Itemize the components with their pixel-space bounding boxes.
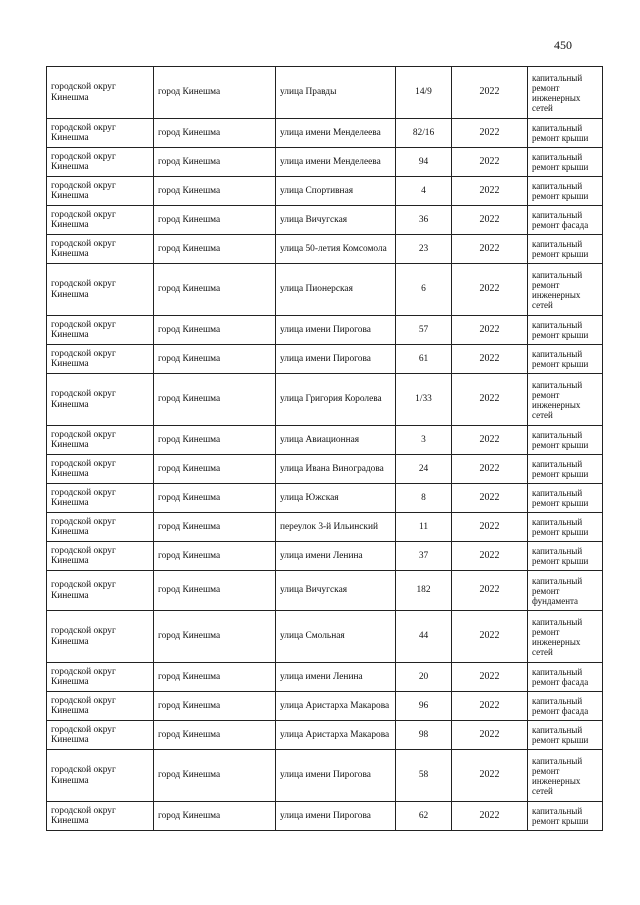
table-row [47, 484, 603, 513]
house-number-cell: 3 [396, 426, 452, 455]
street-cell: переулок 3-й Ильинский [276, 513, 396, 542]
table-row [47, 721, 603, 750]
okrug-cell: городской округ Кинешма [47, 177, 154, 206]
okrug-cell: городской округ Кинешма [47, 455, 154, 484]
street-cell: улица имени Менделеева [276, 148, 396, 177]
okrug-cell: городской округ Кинешма [47, 345, 154, 374]
registry-table [46, 66, 603, 831]
house-number-cell: 96 [396, 692, 452, 721]
work-type-cell: капитальный ремонт инженерных сетей [528, 374, 603, 426]
okrug-cell: городской округ Кинешма [47, 264, 154, 316]
house-number-cell: 62 [396, 802, 452, 831]
house-number-cell: 94 [396, 148, 452, 177]
house-number-cell: 44 [396, 611, 452, 663]
street-cell: улица имени Пирогова [276, 750, 396, 802]
work-type-cell: капитальный ремонт инженерных сетей [528, 611, 603, 663]
table-row [47, 264, 603, 316]
street-cell: улица Григория Королева [276, 374, 396, 426]
work-type-cell: капитальный ремонт инженерных сетей [528, 750, 603, 802]
street-cell: улица Вичугская [276, 571, 396, 611]
house-number-cell: 98 [396, 721, 452, 750]
year-cell: 2022 [452, 426, 528, 455]
street-cell: улица Авиационная [276, 426, 396, 455]
work-type-cell: капитальный ремонт крыши [528, 148, 603, 177]
table-row [47, 542, 603, 571]
okrug-cell: городской округ Кинешма [47, 484, 154, 513]
okrug-cell: городской округ Кинешма [47, 571, 154, 611]
city-cell: город Кинешма [154, 119, 276, 148]
city-cell: город Кинешма [154, 721, 276, 750]
year-cell: 2022 [452, 206, 528, 235]
house-number-cell: 82/16 [396, 119, 452, 148]
year-cell: 2022 [452, 571, 528, 611]
street-cell: улица имени Пирогова [276, 802, 396, 831]
city-cell: город Кинешма [154, 206, 276, 235]
city-cell: город Кинешма [154, 316, 276, 345]
city-cell: город Кинешма [154, 455, 276, 484]
page-number: 450 [554, 38, 572, 52]
okrug-cell: городской округ Кинешма [47, 206, 154, 235]
house-number-cell: 11 [396, 513, 452, 542]
work-type-cell: капитальный ремонт крыши [528, 455, 603, 484]
okrug-cell: городской округ Кинешма [47, 513, 154, 542]
city-cell: город Кинешма [154, 177, 276, 206]
city-cell: город Кинешма [154, 663, 276, 692]
okrug-cell: городской округ Кинешма [47, 148, 154, 177]
work-type-cell: капитальный ремонт инженерных сетей [528, 67, 603, 119]
table-row [47, 67, 603, 119]
table-row [47, 611, 603, 663]
table-row [47, 316, 603, 345]
work-type-cell: капитальный ремонт инженерных сетей [528, 264, 603, 316]
city-cell: город Кинешма [154, 542, 276, 571]
house-number-cell: 1/33 [396, 374, 452, 426]
city-cell: город Кинешма [154, 571, 276, 611]
work-type-cell: капитальный ремонт фасада [528, 206, 603, 235]
table-row [47, 206, 603, 235]
table-row [47, 571, 603, 611]
work-type-cell: капитальный ремонт крыши [528, 484, 603, 513]
table-row [47, 235, 603, 264]
city-cell: город Кинешма [154, 611, 276, 663]
house-number-cell: 58 [396, 750, 452, 802]
okrug-cell: городской округ Кинешма [47, 374, 154, 426]
okrug-cell: городской округ Кинешма [47, 67, 154, 119]
street-cell: улица Ивана Виноградова [276, 455, 396, 484]
okrug-cell: городской округ Кинешма [47, 611, 154, 663]
house-number-cell: 20 [396, 663, 452, 692]
table-row [47, 119, 603, 148]
work-type-cell: капитальный ремонт крыши [528, 235, 603, 264]
table-row [47, 663, 603, 692]
work-type-cell: капитальный ремонт фасада [528, 663, 603, 692]
year-cell: 2022 [452, 374, 528, 426]
street-cell: улица Смольная [276, 611, 396, 663]
okrug-cell: городской округ Кинешма [47, 426, 154, 455]
city-cell: город Кинешма [154, 484, 276, 513]
house-number-cell: 24 [396, 455, 452, 484]
year-cell: 2022 [452, 67, 528, 119]
year-cell: 2022 [452, 484, 528, 513]
city-cell: город Кинешма [154, 513, 276, 542]
year-cell: 2022 [452, 235, 528, 264]
okrug-cell: городской округ Кинешма [47, 235, 154, 264]
year-cell: 2022 [452, 119, 528, 148]
okrug-cell: городской округ Кинешма [47, 663, 154, 692]
year-cell: 2022 [452, 455, 528, 484]
table-row [47, 802, 603, 831]
table-row [47, 513, 603, 542]
registry-table-body [47, 67, 603, 831]
year-cell: 2022 [452, 316, 528, 345]
work-type-cell: капитальный ремонт фундамента [528, 571, 603, 611]
street-cell: улица имени Ленина [276, 663, 396, 692]
house-number-cell: 8 [396, 484, 452, 513]
okrug-cell: городской округ Кинешма [47, 721, 154, 750]
work-type-cell: капитальный ремонт крыши [528, 802, 603, 831]
table-row [47, 148, 603, 177]
street-cell: улица Аристарха Макарова [276, 721, 396, 750]
street-cell: улица имени Менделеева [276, 119, 396, 148]
house-number-cell: 6 [396, 264, 452, 316]
year-cell: 2022 [452, 721, 528, 750]
work-type-cell: капитальный ремонт крыши [528, 316, 603, 345]
year-cell: 2022 [452, 802, 528, 831]
table-row [47, 426, 603, 455]
work-type-cell: капитальный ремонт крыши [528, 119, 603, 148]
street-cell: улица Вичугская [276, 206, 396, 235]
city-cell: город Кинешма [154, 374, 276, 426]
table-row [47, 374, 603, 426]
year-cell: 2022 [452, 692, 528, 721]
year-cell: 2022 [452, 264, 528, 316]
city-cell: город Кинешма [154, 264, 276, 316]
year-cell: 2022 [452, 611, 528, 663]
city-cell: город Кинешма [154, 345, 276, 374]
work-type-cell: капитальный ремонт крыши [528, 721, 603, 750]
city-cell: город Кинешма [154, 148, 276, 177]
work-type-cell: капитальный ремонт крыши [528, 177, 603, 206]
work-type-cell: капитальный ремонт крыши [528, 345, 603, 374]
okrug-cell: городской округ Кинешма [47, 542, 154, 571]
table-row [47, 177, 603, 206]
table-row [47, 750, 603, 802]
street-cell: улица Правды [276, 67, 396, 119]
city-cell: город Кинешма [154, 802, 276, 831]
table-row [47, 345, 603, 374]
year-cell: 2022 [452, 177, 528, 206]
city-cell: город Кинешма [154, 67, 276, 119]
work-type-cell: капитальный ремонт крыши [528, 426, 603, 455]
house-number-cell: 36 [396, 206, 452, 235]
okrug-cell: городской округ Кинешма [47, 119, 154, 148]
year-cell: 2022 [452, 148, 528, 177]
work-type-cell: капитальный ремонт фасада [528, 692, 603, 721]
city-cell: город Кинешма [154, 692, 276, 721]
house-number-cell: 61 [396, 345, 452, 374]
okrug-cell: городской округ Кинешма [47, 692, 154, 721]
okrug-cell: городской округ Кинешма [47, 750, 154, 802]
street-cell: улица Спортивная [276, 177, 396, 206]
street-cell: улица Южская [276, 484, 396, 513]
year-cell: 2022 [452, 663, 528, 692]
year-cell: 2022 [452, 345, 528, 374]
work-type-cell: капитальный ремонт крыши [528, 542, 603, 571]
okrug-cell: городской округ Кинешма [47, 316, 154, 345]
house-number-cell: 182 [396, 571, 452, 611]
street-cell: улица Аристарха Макарова [276, 692, 396, 721]
street-cell: улица Пионерская [276, 264, 396, 316]
city-cell: город Кинешма [154, 235, 276, 264]
house-number-cell: 4 [396, 177, 452, 206]
table-row [47, 455, 603, 484]
street-cell: улица 50-летия Комсомола [276, 235, 396, 264]
house-number-cell: 57 [396, 316, 452, 345]
year-cell: 2022 [452, 542, 528, 571]
house-number-cell: 23 [396, 235, 452, 264]
year-cell: 2022 [452, 750, 528, 802]
okrug-cell: городской округ Кинешма [47, 802, 154, 831]
street-cell: улица имени Пирогова [276, 345, 396, 374]
table-row [47, 692, 603, 721]
house-number-cell: 14/9 [396, 67, 452, 119]
street-cell: улица имени Пирогова [276, 316, 396, 345]
street-cell: улица имени Ленина [276, 542, 396, 571]
house-number-cell: 37 [396, 542, 452, 571]
city-cell: город Кинешма [154, 426, 276, 455]
work-type-cell: капитальный ремонт крыши [528, 513, 603, 542]
city-cell: город Кинешма [154, 750, 276, 802]
year-cell: 2022 [452, 513, 528, 542]
